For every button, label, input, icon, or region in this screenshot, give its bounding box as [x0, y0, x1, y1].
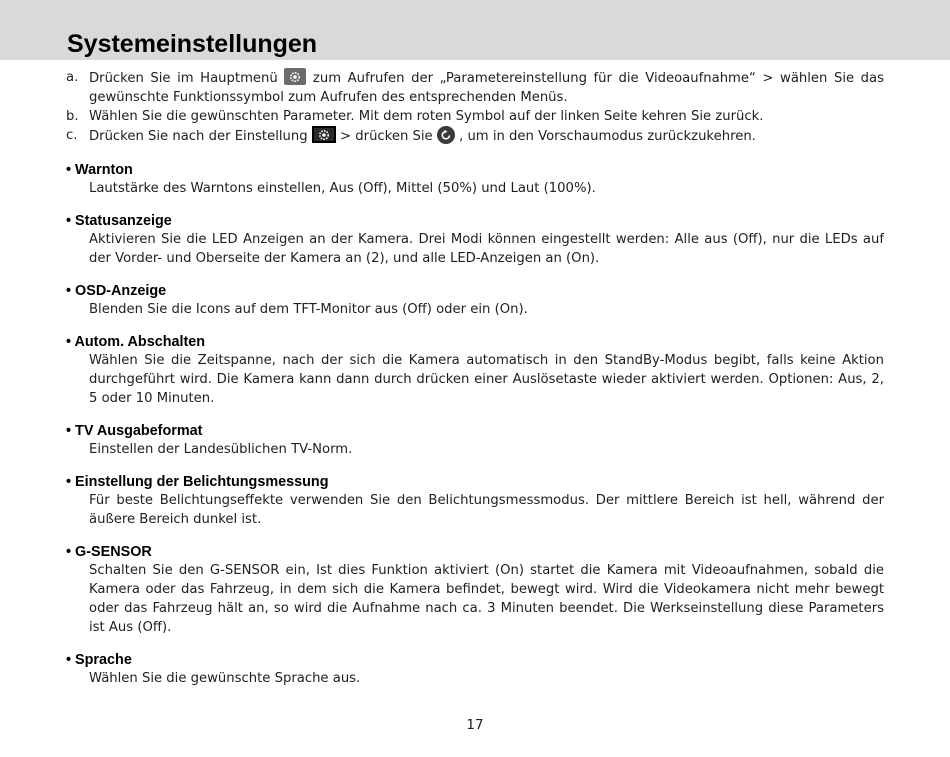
section-text: Wählen Sie die gewünschte Sprache aus. [89, 671, 361, 686]
step-marker: b. [66, 109, 79, 124]
section-heading: • OSD-Anzeige [66, 283, 167, 299]
page-number: 17 [466, 717, 484, 733]
section-text: Wählen Sie die Zeitspanne, nach der sich die Kamera automatisch in den StandBy-Modus begibt, falls keine Aktion durchgeführt wird. Die Kamera kann dann durch drücken einer Auslösetaste wieder aktiviert werden. Optionen: Aus, 2, 5 oder 10 Minuten. [89, 353, 884, 406]
section-text: Lautstärke des Warntons einstellen, Aus (Off), Mittel (50%) und Laut (100%). [89, 181, 596, 196]
step-c [66, 126, 884, 146]
section-sprache [66, 651, 884, 688]
section-heading: • Sprache [66, 652, 132, 668]
page-content [66, 68, 884, 688]
step-marker: a. [66, 70, 79, 85]
section-osd-anzeige [66, 282, 884, 319]
page-title: Systemeinstellungen [67, 30, 318, 58]
step-text: , um in den Vorschaumodus zurückzukehren. [459, 129, 756, 144]
back-arrow-icon [437, 126, 455, 144]
step-text: Drücken Sie nach der Einstellung [89, 129, 308, 144]
step-a [66, 68, 884, 107]
step-text: > drücken Sie [340, 129, 433, 144]
section-text: Einstellen der Landesüblichen TV-Norm. [89, 442, 353, 457]
settings-framed-icon [312, 126, 336, 143]
section-statusanzeige [66, 212, 884, 268]
step-b [66, 107, 884, 126]
section-g-sensor [66, 543, 884, 637]
instruction-steps [66, 68, 884, 146]
section-heading: • Warnton [66, 162, 133, 178]
step-text: Wählen Sie die gewünschten Parameter. Mit dem roten Symbol auf der linken Seite kehren Sie zurück. [89, 109, 764, 124]
section-text: Schalten Sie den G-SENSOR ein, Ist dies Funktion aktiviert (On) startet die Kamera mit Videoaufnahmen, sobald die Kamera oder das Fahrzeug, in dem sich die Kamera befindet, bewegt wird. Wird die Videokamera nicht mehr bewegt oder das Fahrzeug hält an, so wird die Aufnahme nach ca. 3 Minuten beendet. Die Werkseinstellung diese Parameters ist Aus (Off). [89, 563, 884, 635]
section-warnton [66, 161, 884, 198]
section-heading: • Einstellung der Belichtungsmessung [66, 474, 329, 490]
step-text: zum Aufrufen der „Parametereinstellung für die Videoaufnahme“ > wählen Sie das gewünschte Funktionssymbol zum Aufrufen des entsprechenden Menüs. [89, 71, 884, 105]
step-text: Drücken Sie im Hauptmenü [89, 71, 278, 86]
section-heading: • Autom. Abschalten [66, 334, 206, 350]
section-heading: • Statusanzeige [66, 213, 172, 229]
section-tv-ausgabeformat [66, 422, 884, 459]
section-text: Für beste Belichtungseffekte verwenden Sie den Belichtungsmessmodus. Der mittlere Bereich ist hell, während der äußere Bereich dunkel ist. [89, 493, 884, 527]
section-text: Aktivieren Sie die LED Anzeigen an der Kamera. Drei Modi können eingestellt werden: Alle aus (Off), nur die LEDs auf der Vorder- und Oberseite der Kamera an (2), und alle LED-Anzeigen an (On). [89, 232, 884, 266]
section-text: Blenden Sie die Icons auf dem TFT-Monitor aus (Off) oder ein (On). [89, 302, 528, 317]
section-heading: • TV Ausgabeformat [66, 423, 203, 439]
section-belichtungsmessung [66, 473, 884, 529]
settings-icon [284, 68, 306, 85]
section-heading: • G-SENSOR [66, 544, 152, 560]
section-autom-abschalten [66, 333, 884, 408]
step-marker: c. [66, 128, 78, 143]
